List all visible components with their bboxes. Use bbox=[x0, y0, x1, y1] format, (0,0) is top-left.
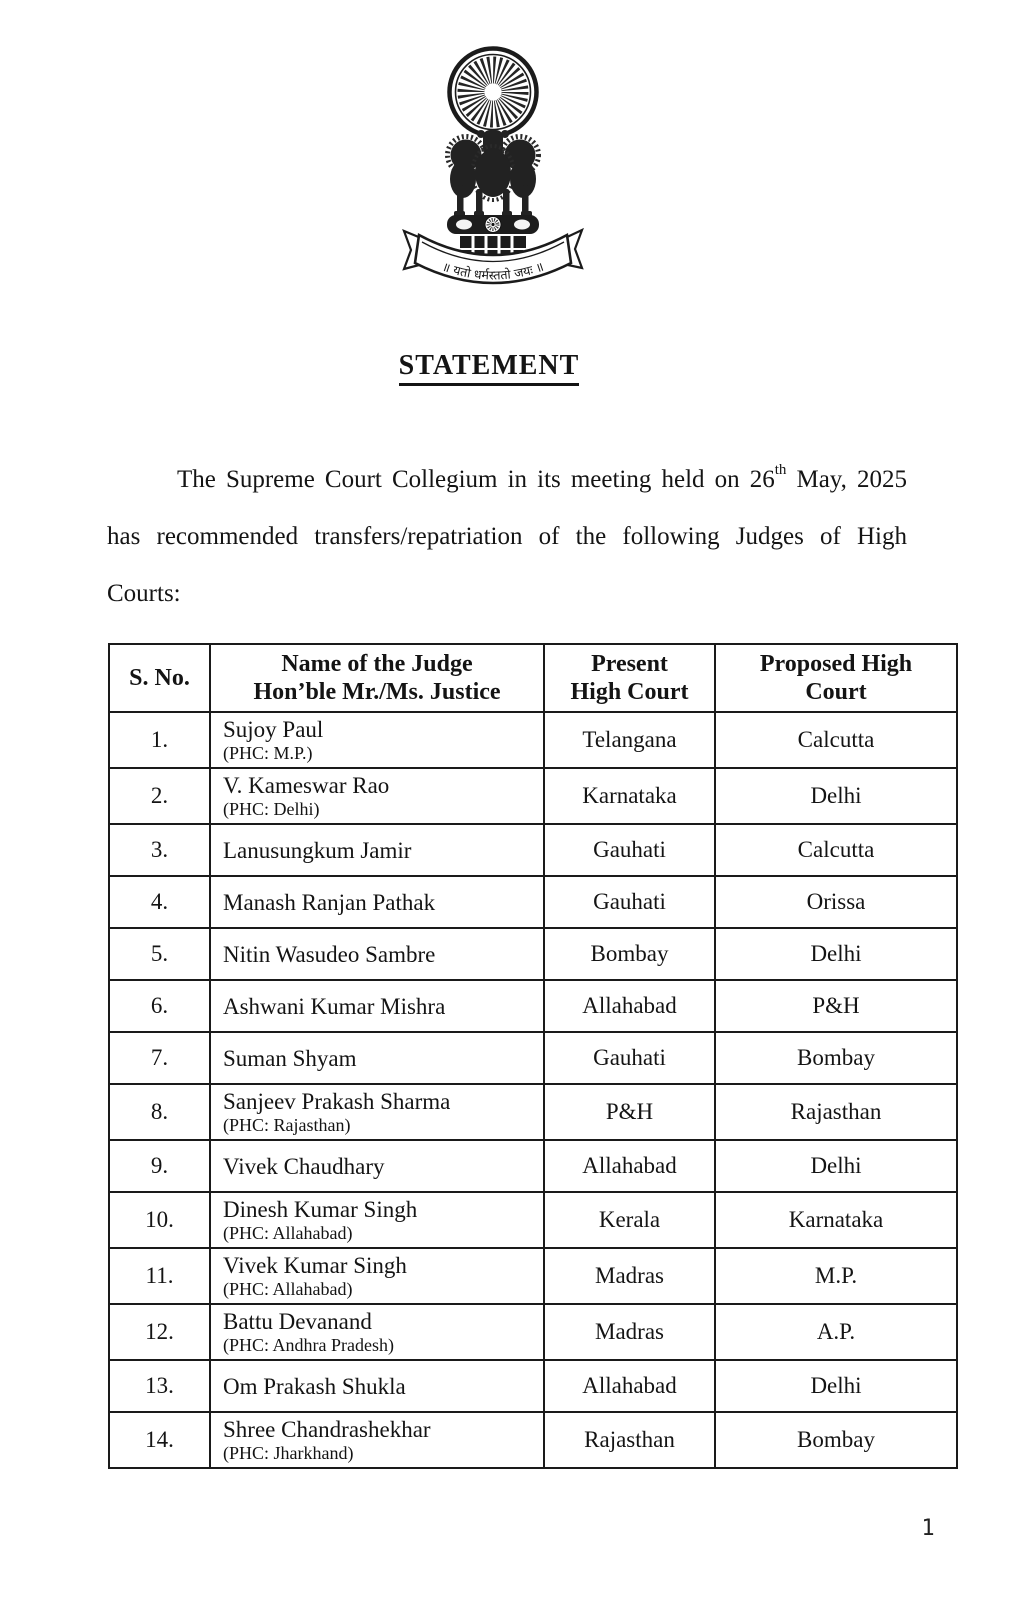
cell-serial-number: 10. bbox=[109, 1192, 210, 1248]
judge-parent-high-court: (PHC: Rajasthan) bbox=[223, 1115, 351, 1135]
cell-serial-number: 12. bbox=[109, 1304, 210, 1360]
table-row bbox=[109, 980, 957, 1032]
cell-judge-name bbox=[210, 824, 544, 876]
header-judge-name: Name of the Judge Hon’ble Mr./Ms. Justice bbox=[210, 644, 544, 712]
cell-serial-number: 5. bbox=[109, 928, 210, 980]
page-number: 1 bbox=[921, 1516, 935, 1541]
header-proposed-high-court: Proposed High Court bbox=[715, 644, 957, 712]
cell-present-high-court: Allahabad bbox=[544, 1140, 715, 1192]
judge-parent-high-court: (PHC: Allahabad) bbox=[223, 1223, 353, 1243]
judge-name: Lanusungkum Jamir bbox=[223, 837, 412, 863]
judge-parent-high-court: (PHC: Allahabad) bbox=[223, 1279, 353, 1299]
cell-proposed-high-court: Orissa bbox=[715, 876, 957, 928]
supreme-court-emblem-icon bbox=[397, 42, 593, 308]
judge-name: Shree Chandrashekhar bbox=[223, 1417, 431, 1442]
judge-name: Sujoy Paul bbox=[223, 717, 324, 742]
header-present-high-court: Present High Court bbox=[544, 644, 715, 712]
cell-judge-name bbox=[210, 1140, 544, 1192]
table-row bbox=[109, 876, 957, 928]
ordinal-superscript: th bbox=[774, 462, 787, 478]
cell-proposed-high-court: Bombay bbox=[715, 1032, 957, 1084]
cell-proposed-high-court: Bombay bbox=[715, 1412, 957, 1468]
judge-name: Ashwani Kumar Mishra bbox=[223, 993, 446, 1019]
cell-serial-number: 6. bbox=[109, 980, 210, 1032]
table-row bbox=[109, 1412, 957, 1468]
cell-present-high-court: Rajasthan bbox=[544, 1412, 715, 1468]
cell-serial-number: 7. bbox=[109, 1032, 210, 1084]
table-row bbox=[109, 928, 957, 980]
table-row bbox=[109, 712, 957, 768]
cell-serial-number: 14. bbox=[109, 1412, 210, 1468]
judge-name: Om Prakash Shukla bbox=[223, 1373, 406, 1399]
judge-name: Vivek Chaudhary bbox=[223, 1153, 385, 1179]
cell-judge-name bbox=[210, 1304, 544, 1360]
judge-parent-high-court: (PHC: Andhra Pradesh) bbox=[223, 1335, 394, 1355]
cell-serial-number: 9. bbox=[109, 1140, 210, 1192]
cell-judge-name bbox=[210, 712, 544, 768]
cell-present-high-court: Karnataka bbox=[544, 768, 715, 824]
cell-serial-number: 13. bbox=[109, 1360, 210, 1412]
cell-present-high-court: P&H bbox=[544, 1084, 715, 1140]
judge-parent-high-court: (PHC: Delhi) bbox=[223, 799, 320, 819]
cell-serial-number: 1. bbox=[109, 712, 210, 768]
judges-table-body bbox=[109, 712, 957, 1468]
abacus-icon bbox=[447, 215, 539, 234]
cell-judge-name bbox=[210, 876, 544, 928]
table-row bbox=[109, 824, 957, 876]
cell-judge-name bbox=[210, 1360, 544, 1412]
judge-name: Suman Shyam bbox=[223, 1045, 357, 1071]
cell-present-high-court: Kerala bbox=[544, 1192, 715, 1248]
judge-name: Manash Ranjan Pathak bbox=[223, 889, 436, 915]
intro-paragraph bbox=[107, 451, 907, 622]
cell-present-high-court: Allahabad bbox=[544, 980, 715, 1032]
cell-judge-name bbox=[210, 1192, 544, 1248]
judges-transfer-table bbox=[108, 643, 958, 1469]
cell-judge-name bbox=[210, 1412, 544, 1468]
cell-proposed-high-court: Rajasthan bbox=[715, 1084, 957, 1140]
cell-present-high-court: Bombay bbox=[544, 928, 715, 980]
cell-proposed-high-court: Calcutta bbox=[715, 824, 957, 876]
cell-judge-name bbox=[210, 928, 544, 980]
table-row bbox=[109, 1248, 957, 1304]
judge-name: V. Kameswar Rao bbox=[223, 773, 390, 798]
table-row bbox=[109, 1192, 957, 1248]
cell-proposed-high-court: A.P. bbox=[715, 1304, 957, 1360]
cell-present-high-court: Allahabad bbox=[544, 1360, 715, 1412]
cell-judge-name bbox=[210, 980, 544, 1032]
cell-proposed-high-court: P&H bbox=[715, 980, 957, 1032]
cell-proposed-high-court: Delhi bbox=[715, 928, 957, 980]
cell-present-high-court: Madras bbox=[544, 1304, 715, 1360]
judge-name: Sanjeev Prakash Sharma bbox=[223, 1089, 451, 1114]
cell-proposed-high-court: Delhi bbox=[715, 1360, 957, 1412]
cell-proposed-high-court: Delhi bbox=[715, 1140, 957, 1192]
cell-present-high-court: Telangana bbox=[544, 712, 715, 768]
lion-capital-icon bbox=[448, 130, 539, 217]
table-row bbox=[109, 1360, 957, 1412]
header-serial-number: S. No. bbox=[109, 644, 210, 712]
cell-proposed-high-court: Calcutta bbox=[715, 712, 957, 768]
cell-judge-name bbox=[210, 768, 544, 824]
table-row bbox=[109, 1032, 957, 1084]
judge-parent-high-court: (PHC: Jharkhand) bbox=[223, 1443, 354, 1463]
judge-name: Dinesh Kumar Singh bbox=[223, 1197, 418, 1222]
judge-name: Nitin Wasudeo Sambre bbox=[223, 941, 436, 967]
intro-text-start: The Supreme Court Collegium in its meeting held on 26 bbox=[177, 466, 775, 493]
cell-serial-number: 4. bbox=[109, 876, 210, 928]
table-row bbox=[109, 1304, 957, 1360]
cell-proposed-high-court: Delhi bbox=[715, 768, 957, 824]
motto-text: ॥ यतो धर्मस्ततो जयः ॥ bbox=[440, 258, 546, 283]
cell-serial-number: 8. bbox=[109, 1084, 210, 1140]
cell-judge-name bbox=[210, 1032, 544, 1084]
table-row bbox=[109, 1140, 957, 1192]
cell-judge-name bbox=[210, 1248, 544, 1304]
cell-judge-name bbox=[210, 1084, 544, 1140]
judge-parent-high-court: (PHC: M.P.) bbox=[223, 743, 313, 763]
table-row bbox=[109, 768, 957, 824]
cell-present-high-court: Gauhati bbox=[544, 1032, 715, 1084]
cell-present-high-court: Gauhati bbox=[544, 824, 715, 876]
intro-text-end: May, 2025 has recommended transfers/repatriation of the following Judges of High Courts: bbox=[107, 466, 908, 607]
document-title: STATEMENT bbox=[0, 350, 978, 386]
cell-present-high-court: Madras bbox=[544, 1248, 715, 1304]
judge-name: Battu Devanand bbox=[223, 1309, 372, 1334]
cell-serial-number: 3. bbox=[109, 824, 210, 876]
cell-proposed-high-court: Karnataka bbox=[715, 1192, 957, 1248]
cell-serial-number: 11. bbox=[109, 1248, 210, 1304]
judge-name: Vivek Kumar Singh bbox=[223, 1253, 407, 1278]
table-row bbox=[109, 1084, 957, 1140]
cell-serial-number: 2. bbox=[109, 768, 210, 824]
cell-present-high-court: Gauhati bbox=[544, 876, 715, 928]
ashoka-chakra-icon bbox=[450, 49, 537, 136]
table-header bbox=[109, 644, 957, 712]
cell-proposed-high-court: M.P. bbox=[715, 1248, 957, 1304]
